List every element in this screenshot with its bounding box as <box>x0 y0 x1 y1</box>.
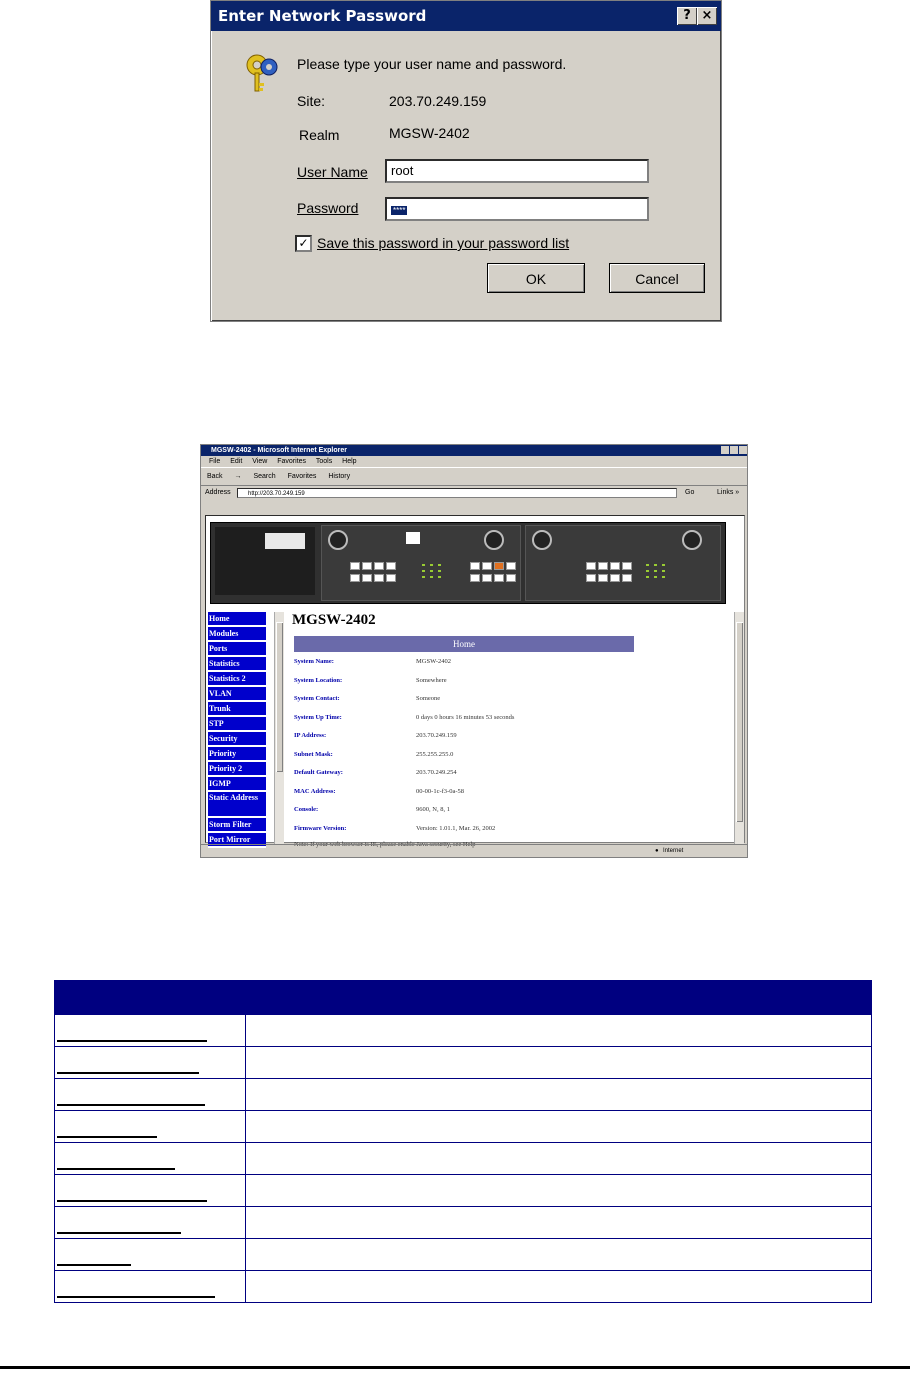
browser-title-bar <box>201 445 747 456</box>
menu-favorites[interactable]: Favorites <box>277 458 307 465</box>
switch-logo-panel <box>215 527 315 595</box>
table-cell <box>246 1175 872 1207</box>
led <box>646 564 649 566</box>
screw-icon <box>484 530 504 550</box>
sidebar-nav <box>208 612 266 844</box>
table-row <box>55 1047 872 1079</box>
browser-content <box>205 515 745 848</box>
password-masked-value: **** <box>393 206 406 215</box>
link-underline[interactable] <box>57 1264 131 1266</box>
prompt-text: Please type your user name and password. <box>297 56 567 72</box>
favorites-button[interactable]: Favorites <box>287 473 317 480</box>
port <box>494 574 504 582</box>
nav-stp[interactable]: STP <box>208 717 266 732</box>
info-key: IP Address: <box>294 732 327 739</box>
help-button[interactable]: ? <box>677 7 697 25</box>
info-key: Console: <box>294 806 319 813</box>
port <box>506 574 516 582</box>
nav-ports[interactable]: Ports <box>208 642 266 657</box>
search-button[interactable]: Search <box>253 473 276 480</box>
port <box>586 562 596 570</box>
port <box>470 562 480 570</box>
table-cell <box>55 1175 246 1207</box>
led <box>662 576 665 578</box>
info-value: Someone <box>416 695 441 702</box>
table-cell <box>55 1239 246 1271</box>
led <box>654 570 657 572</box>
table-row <box>55 1111 872 1143</box>
port <box>598 562 608 570</box>
link-underline[interactable] <box>57 1200 207 1202</box>
led <box>422 564 425 566</box>
status-bar <box>201 844 747 857</box>
info-row <box>294 751 714 770</box>
browser-window <box>200 444 748 858</box>
info-row <box>294 806 714 825</box>
port <box>386 562 396 570</box>
port <box>386 574 396 582</box>
browser-toolbar <box>201 467 747 486</box>
link-underline[interactable] <box>57 1168 175 1170</box>
nav-scrollbar[interactable] <box>274 612 284 844</box>
port <box>598 574 608 582</box>
nav-home[interactable]: Home <box>208 612 266 627</box>
led <box>430 564 433 566</box>
system-info-list <box>294 658 714 843</box>
info-value: 0 days 0 hours 16 minutes 53 seconds <box>416 713 515 721</box>
port <box>470 574 480 582</box>
password-label: Password <box>297 200 359 216</box>
led <box>422 576 425 578</box>
history-button[interactable]: History <box>328 473 351 480</box>
link-underline[interactable] <box>57 1296 215 1298</box>
port <box>622 562 632 570</box>
led <box>646 576 649 578</box>
nav-security[interactable]: Security <box>208 732 266 747</box>
table-row <box>55 1015 872 1047</box>
close-icon[interactable] <box>739 446 747 454</box>
nav-modules[interactable]: Modules <box>208 627 266 642</box>
links-button[interactable]: Links » <box>717 489 740 496</box>
led <box>438 570 441 572</box>
port <box>350 574 360 582</box>
link-underline[interactable] <box>57 1040 207 1042</box>
info-row <box>294 769 714 788</box>
table-cell <box>55 1111 246 1143</box>
port <box>374 574 384 582</box>
nav-statistics[interactable]: Statistics <box>208 657 266 672</box>
nav-priority[interactable]: Priority <box>208 747 266 762</box>
dialog-title-bar <box>211 1 721 31</box>
address-bar <box>201 486 747 500</box>
info-key: System Name: <box>294 658 334 665</box>
info-key: MAC Address: <box>294 787 336 795</box>
nav-storm-filter[interactable]: Storm Filter <box>208 818 266 833</box>
table-cell <box>55 1047 246 1079</box>
port <box>506 562 516 570</box>
port <box>350 562 360 570</box>
address-input[interactable]: http://203.70.249.159 <box>237 488 677 498</box>
port-active <box>494 562 504 570</box>
browser-title: MGSW-2402 - Microsoft Internet Explorer <box>211 447 347 454</box>
table-row <box>55 1079 872 1111</box>
nav-scrollbar-thumb[interactable] <box>276 622 283 772</box>
screw-icon <box>532 530 552 550</box>
led <box>646 570 649 572</box>
table-row <box>55 1207 872 1239</box>
site-label: Site: <box>297 93 326 109</box>
info-row <box>294 714 714 733</box>
close-button[interactable]: × <box>697 7 717 25</box>
port <box>482 574 492 582</box>
table-cell <box>55 1271 246 1303</box>
table-cell <box>55 1207 246 1239</box>
table-row <box>55 1143 872 1175</box>
menu-file[interactable]: File <box>209 458 221 465</box>
link-underline[interactable] <box>57 1104 205 1106</box>
table-cell <box>246 1015 872 1047</box>
info-key: System Up Time: <box>294 713 342 721</box>
maximize-icon[interactable] <box>730 446 738 454</box>
password-field[interactable] <box>385 197 649 221</box>
site-value: 203.70.249.159 <box>389 93 487 109</box>
port <box>610 562 620 570</box>
status-zone: Internet <box>663 848 684 854</box>
table-cell <box>55 1143 246 1175</box>
main-scrollbar-thumb[interactable] <box>736 622 743 822</box>
forward-button[interactable]: → <box>234 473 242 480</box>
ok-button[interactable]: OK <box>487 263 585 293</box>
page-title: MGSW-2402 <box>292 612 376 628</box>
led <box>438 576 441 578</box>
port <box>374 562 384 570</box>
info-row <box>294 658 714 677</box>
port <box>586 574 596 582</box>
port <box>362 574 372 582</box>
port <box>482 562 492 570</box>
info-value: 00-00-1c-f3-0a-58 <box>416 787 465 795</box>
table-header-row <box>55 981 872 1015</box>
led <box>662 570 665 572</box>
screw-icon <box>682 530 702 550</box>
save-password-checkbox[interactable]: ✓ <box>295 235 312 252</box>
info-value: MGSW-2402 <box>416 658 452 665</box>
info-value: 9600, N, 8, 1 <box>416 806 450 813</box>
table-cell <box>246 1079 872 1111</box>
info-key: System Location: <box>294 676 343 684</box>
address-label: Address <box>205 489 231 496</box>
menu-view[interactable]: View <box>252 458 268 465</box>
cancel-button[interactable]: Cancel <box>609 263 705 293</box>
table-header <box>55 981 872 1015</box>
java-note: Note: If your web browser is IE, please enable Java security, see Help <box>294 841 476 848</box>
menu-help[interactable]: Help <box>342 458 357 465</box>
username-field[interactable]: root <box>385 159 649 183</box>
nav-igmp[interactable]: IGMP <box>208 777 266 792</box>
switch-module-1 <box>321 525 521 601</box>
info-value: Somewhere <box>416 676 447 684</box>
link-underline[interactable] <box>57 1072 199 1074</box>
link-underline[interactable] <box>57 1136 157 1138</box>
realm-label: Realm <box>299 127 340 143</box>
port <box>362 562 372 570</box>
section-header: Home <box>294 636 634 652</box>
network-password-dialog <box>210 0 722 322</box>
main-panel <box>292 612 732 848</box>
menu-edit[interactable]: Edit <box>230 458 243 465</box>
table-cell <box>246 1239 872 1271</box>
back-button[interactable]: Back <box>207 473 223 480</box>
nav-priority-2[interactable]: Priority 2 <box>208 762 266 777</box>
info-row <box>294 695 714 714</box>
table-row <box>55 1175 872 1207</box>
internet-zone-icon: ● <box>655 848 659 854</box>
switch-badge <box>265 533 305 549</box>
dialog-title: Enter Network Password <box>218 7 427 25</box>
main-scrollbar[interactable] <box>734 612 744 844</box>
nav-static-address[interactable]: Static Address <box>208 792 266 818</box>
go-button[interactable]: Go <box>685 489 695 496</box>
led <box>438 564 441 566</box>
table-cell <box>246 1271 872 1303</box>
link-underline[interactable] <box>57 1232 181 1234</box>
nav-port-mirror[interactable]: Port Mirror <box>208 833 266 848</box>
port <box>622 574 632 582</box>
info-key: Firmware Version: <box>294 824 347 832</box>
menu-description-table <box>54 980 872 1303</box>
led <box>430 570 433 572</box>
username-label: User Name <box>297 164 368 180</box>
realm-value: MGSW-2402 <box>389 125 470 141</box>
info-value: 203.70.249.254 <box>416 769 457 776</box>
nav-vlan[interactable]: VLAN <box>208 687 266 702</box>
switch-panel-image <box>210 522 726 604</box>
led <box>654 576 657 578</box>
switch-module-2 <box>525 525 721 601</box>
info-row <box>294 788 714 807</box>
table-cell <box>246 1207 872 1239</box>
info-row <box>294 677 714 696</box>
table-row <box>55 1239 872 1271</box>
info-value: 203.70.249.159 <box>416 732 457 739</box>
info-key: Default Gateway: <box>294 769 343 776</box>
led <box>422 570 425 572</box>
nav-statistics-2[interactable]: Statistics 2 <box>208 672 266 687</box>
keys-icon <box>245 53 279 95</box>
table-cell <box>55 1015 246 1047</box>
nav-trunk[interactable]: Trunk <box>208 702 266 717</box>
browser-menu-bar <box>201 456 747 467</box>
led <box>654 564 657 566</box>
table-cell <box>246 1047 872 1079</box>
table-cell <box>55 1079 246 1111</box>
page-footer-rule <box>0 1366 910 1369</box>
console-port <box>406 532 420 544</box>
menu-tools[interactable]: Tools <box>315 458 333 465</box>
led <box>662 564 665 566</box>
table-cell <box>246 1143 872 1175</box>
info-row <box>294 732 714 751</box>
info-key: Subnet Mask: <box>294 750 333 758</box>
info-value: 255.255.255.0 <box>416 750 454 758</box>
led <box>430 576 433 578</box>
minimize-icon[interactable] <box>721 446 729 454</box>
info-value: Version: 1.01.1, Mar. 26, 2002 <box>416 824 496 832</box>
screw-icon <box>328 530 348 550</box>
info-key: System Contact: <box>294 695 340 702</box>
save-password-label: Save this password in your password list <box>317 235 570 251</box>
table-cell <box>246 1111 872 1143</box>
table-row <box>55 1271 872 1303</box>
port <box>610 574 620 582</box>
